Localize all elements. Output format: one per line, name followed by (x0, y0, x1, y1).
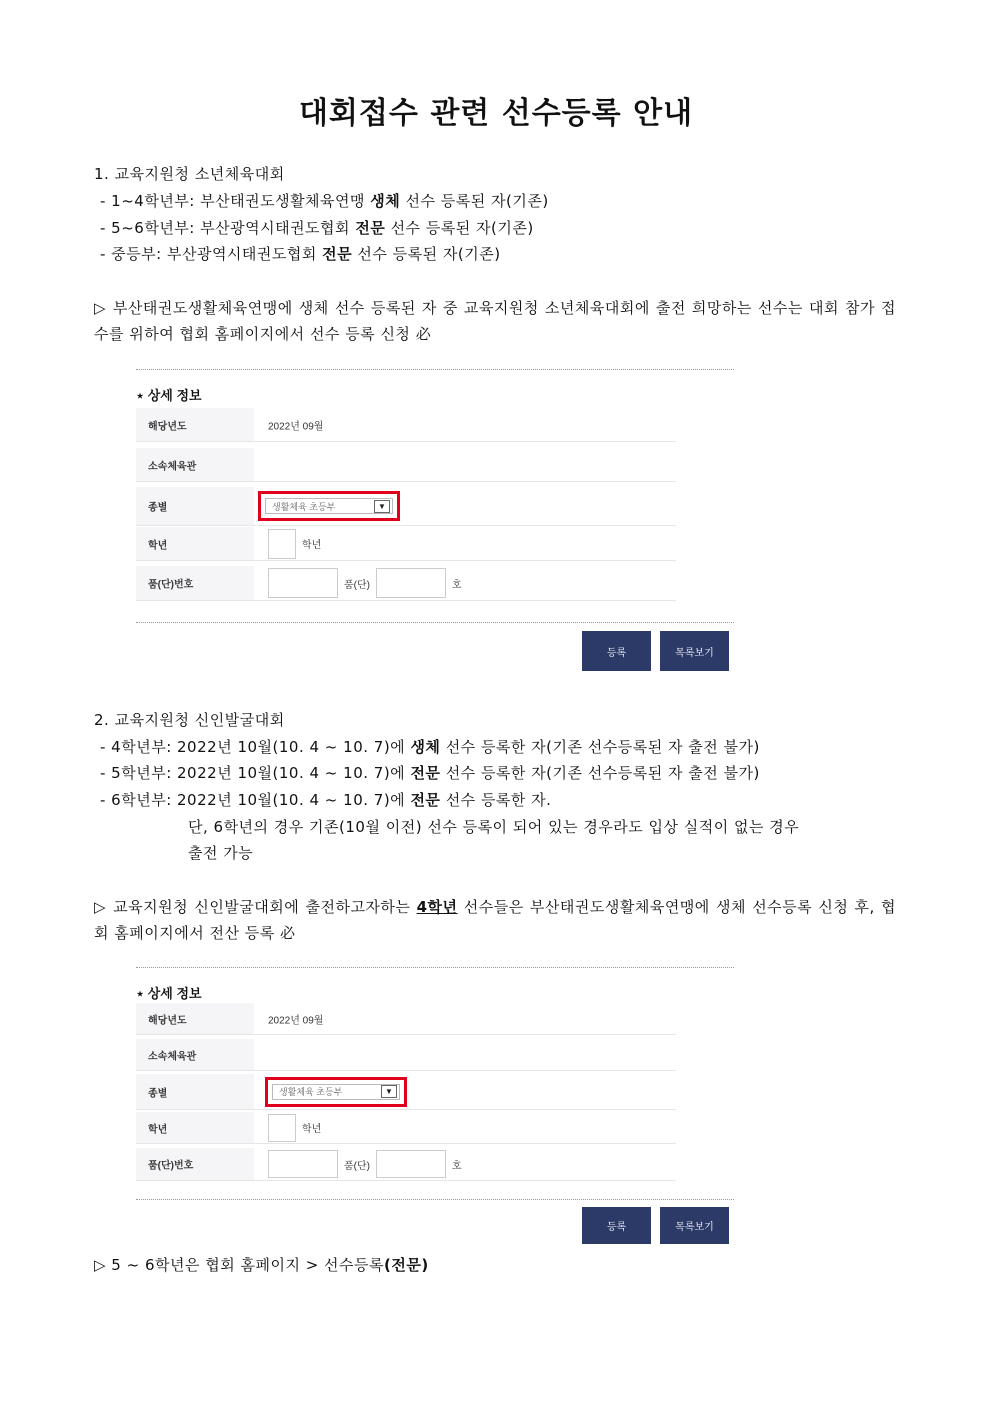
grade-label: 학년 (148, 540, 168, 551)
highlight-box (258, 491, 400, 521)
page-title: 대회접수 관련 선수등록 안내 (298, 96, 694, 131)
year-value: 2022년 09월 (268, 421, 324, 432)
row-gym (136, 1039, 676, 1071)
grade-input[interactable] (268, 529, 296, 559)
row-grade: 학년 학년 (136, 527, 676, 561)
section1-line3: - 중등부: 부산광역시태권도협회 전문 선수 등록된 자(기존) (100, 245, 501, 263)
row-year (136, 1003, 676, 1035)
divider (136, 967, 734, 968)
row-belt: 품(단)번호 품(단) 호 (136, 1148, 676, 1181)
grade-label: 학년 (148, 1124, 168, 1135)
row-type (136, 1074, 676, 1110)
section2-line5: 출전 가능 (188, 844, 254, 862)
detail-form-1 (136, 369, 734, 673)
section1-heading: 1. 교육지원청 소년체육대회 (94, 165, 285, 183)
section2-line4: 단, 6학년의 경우 기존(10월 이전) 선수 등록이 되어 있는 경우라도 입상 실적이 없는 경우 (188, 818, 800, 836)
divider (136, 622, 734, 623)
gym-label: 소속체육관 (148, 1051, 197, 1062)
number-input[interactable] (376, 568, 446, 598)
divider (136, 369, 734, 370)
chevron-down-icon: ▼ (381, 1085, 397, 1098)
divider (136, 1199, 734, 1200)
type-select[interactable]: 생활체육 초등부 ▼ (265, 498, 393, 514)
belt-label: 품(단)번호 (148, 1160, 194, 1172)
section2-line3: - 6학년부: 2022년 10월(10. 4 ~ 10. 7)에 전문 선수 등록한 자. (100, 791, 552, 809)
section1-line1: - 1~4학년부: 부산태권도생활체육연맹 생체 선수 등록된 자(기존) (100, 192, 549, 210)
row-gym (136, 448, 676, 482)
section1-line2: - 5~6학년부: 부산광역시태권도협회 전문 선수 등록된 자(기존) (100, 219, 534, 237)
footer-note: ▷ 5 ~ 6학년은 협회 홈페이지 > 선수등록(전문) (94, 1256, 429, 1274)
type-label: 종별 (148, 502, 168, 514)
number-input[interactable] (376, 1150, 446, 1178)
type-label: 종별 (148, 1088, 168, 1099)
list-button[interactable]: 목록보기 (660, 631, 729, 671)
grade-input[interactable] (268, 1114, 296, 1142)
chevron-down-icon: ▼ (374, 500, 390, 513)
section2-line1: - 4학년부: 2022년 10월(10. 4 ~ 10. 7)에 생체 선수 등록한 자(기존 선수등록된 자 출전 불가) (100, 738, 760, 756)
year-label: 해당년도 (148, 421, 187, 432)
section2-line2: - 5학년부: 2022년 10월(10. 4 ~ 10. 7)에 전문 선수 등록한 자(기존 선수등록된 자 출전 불가) (100, 764, 760, 782)
register-button[interactable]: 등록 (582, 631, 651, 671)
highlight-box (265, 1077, 407, 1107)
row-type (136, 487, 676, 526)
belt-input[interactable] (268, 568, 338, 598)
section2-heading: 2. 교육지원청 신인발굴대회 (94, 711, 285, 729)
section-title: ⋆ 상세 정보 (136, 388, 202, 403)
detail-form-2 (136, 967, 734, 1247)
section1-note: ▷ 부산태권도생활체육연맹에 생체 선수 등록된 자 중 교육지원청 소년체육대회에 출전 희망하는 선수는 대회 참가 접수를 위하여 협회 홈페이지에서 선수 등록 신청 必 (94, 299, 896, 343)
row-year (136, 408, 676, 442)
section2-note: ▷ 교육지원청 신인발굴대회에 출전하고자하는 4학년 선수들은 부산태권도생활체육연맹에 생체 선수등록 신청 후, 협회 홈페이지에서 전산 등록 必 (94, 898, 897, 942)
year-label: 해당년도 (148, 1015, 187, 1026)
section-title: ⋆ 상세 정보 (136, 986, 202, 1001)
year-value: 2022년 09월 (268, 1015, 324, 1026)
row-grade: 학년 학년 (136, 1112, 676, 1144)
belt-label: 품(단)번호 (148, 579, 194, 591)
row-belt: 품(단)번호 품(단) 호 (136, 566, 676, 601)
list-button[interactable]: 목록보기 (660, 1207, 729, 1244)
type-select[interactable]: 생활체육 초등부 ▼ (272, 1084, 400, 1100)
register-button[interactable]: 등록 (582, 1207, 651, 1244)
gym-label: 소속체육관 (148, 461, 197, 472)
belt-input[interactable] (268, 1150, 338, 1178)
